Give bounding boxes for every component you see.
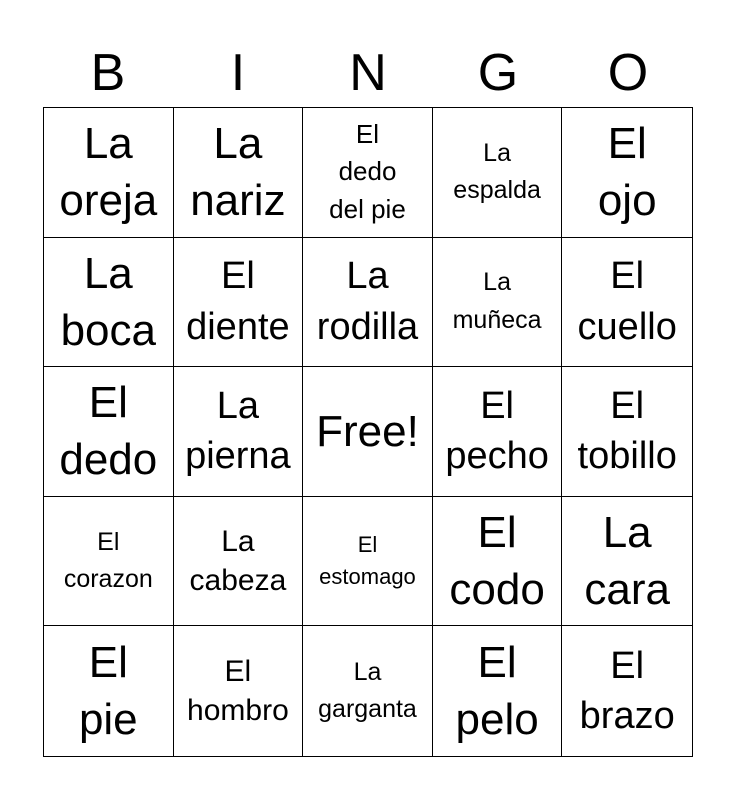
bingo-cell[interactable] bbox=[433, 367, 563, 497]
bingo-cell[interactable] bbox=[44, 367, 174, 497]
cell-text: El ojo bbox=[597, 119, 657, 226]
bingo-cell[interactable] bbox=[433, 238, 563, 368]
cell-text: El cuello bbox=[577, 255, 677, 348]
bingo-board bbox=[43, 107, 693, 757]
cell-text: El brazo bbox=[579, 644, 675, 738]
bingo-cell[interactable] bbox=[44, 626, 174, 756]
cell-text: El pecho bbox=[445, 384, 549, 478]
cell-text: El pelo bbox=[455, 638, 539, 745]
cell-text: El diente bbox=[186, 255, 290, 348]
bingo-cell[interactable] bbox=[303, 626, 433, 756]
bingo-cell[interactable] bbox=[44, 238, 174, 368]
bingo-cell[interactable] bbox=[562, 626, 692, 756]
bingo-cell[interactable] bbox=[174, 108, 304, 238]
bingo-cell[interactable] bbox=[562, 108, 692, 238]
cell-text: La muñeca bbox=[452, 268, 542, 334]
bingo-cell[interactable] bbox=[562, 497, 692, 627]
bingo-cell[interactable] bbox=[433, 108, 563, 238]
bingo-cell[interactable] bbox=[174, 367, 304, 497]
bingo-cell[interactable] bbox=[303, 497, 433, 627]
header-letter-b: B bbox=[90, 44, 126, 102]
cell-text: La cara bbox=[584, 507, 670, 615]
cell-text: La pierna bbox=[185, 384, 291, 478]
bingo-cell[interactable] bbox=[174, 238, 304, 368]
free-space-label: Free! bbox=[316, 406, 419, 456]
header-letter-g: G bbox=[477, 44, 519, 102]
bingo-header bbox=[43, 40, 693, 106]
cell-text: La garganta bbox=[318, 657, 417, 724]
bingo-cell[interactable] bbox=[44, 108, 174, 238]
header-letter-o: O bbox=[607, 44, 649, 102]
header-letter-n: N bbox=[349, 44, 387, 102]
bingo-cell[interactable] bbox=[303, 238, 433, 368]
cell-text: La espalda bbox=[453, 138, 541, 205]
bingo-cell[interactable] bbox=[174, 497, 304, 627]
header-letter-i: I bbox=[230, 44, 246, 102]
cell-text: La nariz bbox=[190, 119, 286, 226]
cell-text: El pie bbox=[78, 638, 138, 745]
cell-text: La rodilla bbox=[316, 255, 419, 348]
bingo-cell[interactable] bbox=[433, 497, 563, 627]
bingo-cell[interactable] bbox=[562, 238, 692, 368]
cell-text: El dedo bbox=[59, 378, 158, 485]
cell-text: El codo bbox=[449, 507, 545, 615]
bingo-cell[interactable] bbox=[174, 626, 304, 756]
cell-text: El tobillo bbox=[577, 384, 677, 478]
cell-text: El corazon bbox=[63, 527, 153, 594]
cell-text: La cabeza bbox=[189, 525, 287, 598]
cell-text: El dedo del pie bbox=[329, 118, 406, 225]
bingo-cell[interactable] bbox=[562, 367, 692, 497]
bingo-cell[interactable] bbox=[303, 108, 433, 238]
cell-text: El hombro bbox=[187, 655, 289, 728]
cell-text: El estomago bbox=[319, 532, 416, 590]
bingo-cell[interactable] bbox=[44, 497, 174, 627]
free-space[interactable] bbox=[303, 367, 433, 497]
cell-text: La oreja bbox=[59, 119, 158, 226]
cell-text: La boca bbox=[60, 248, 156, 355]
bingo-cell[interactable] bbox=[433, 626, 563, 756]
